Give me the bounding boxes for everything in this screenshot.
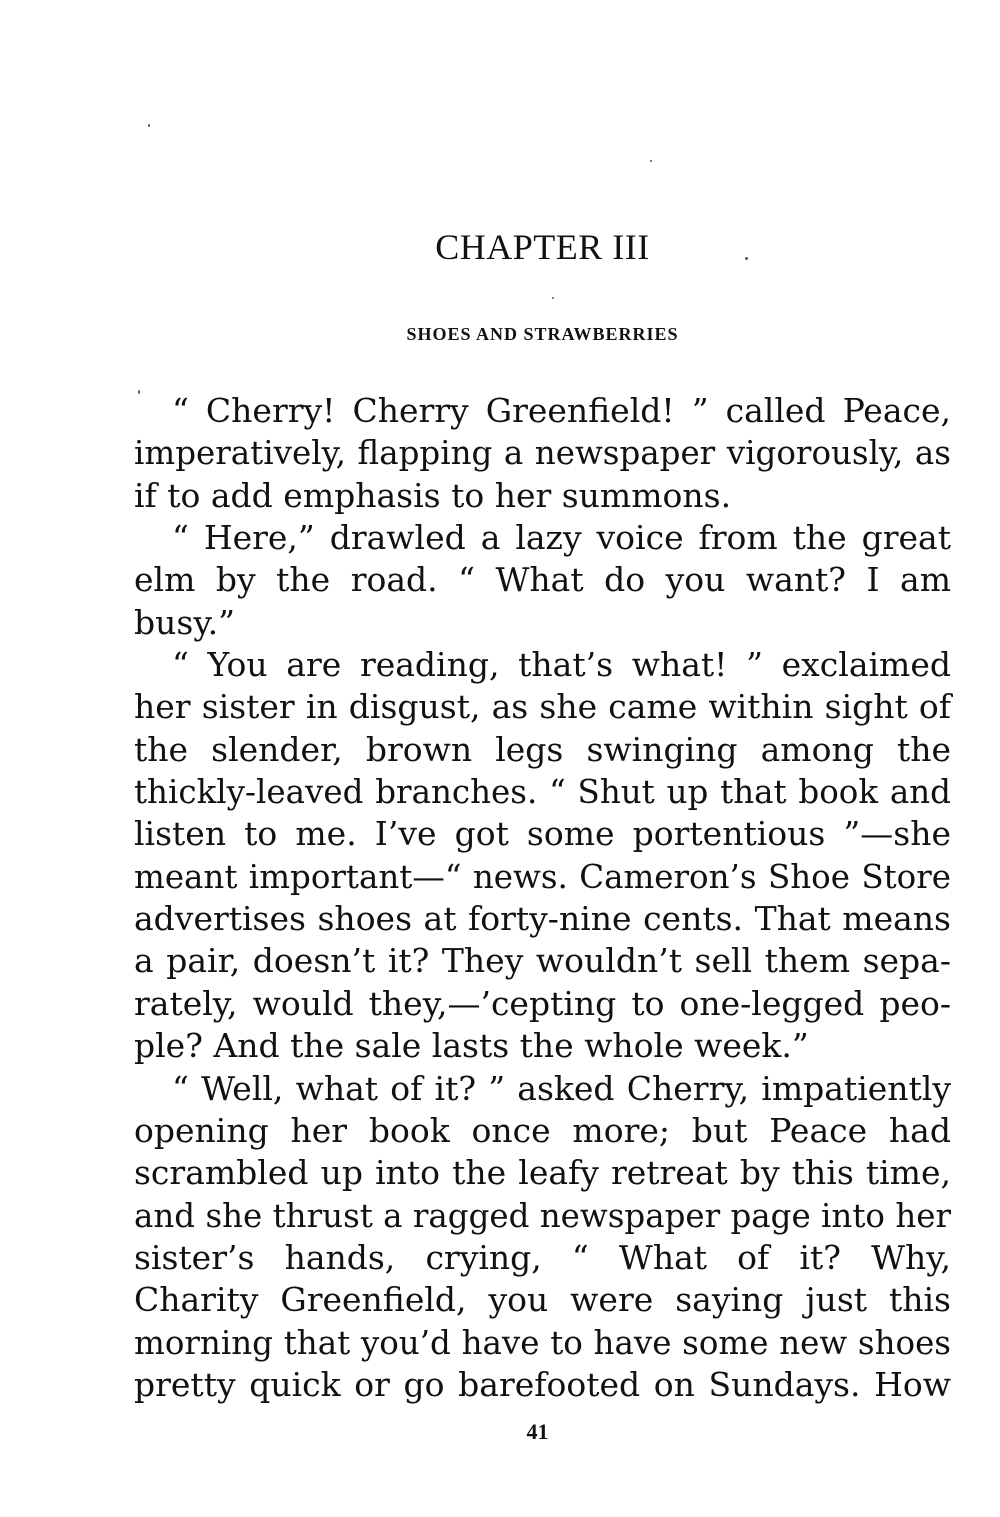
- chapter-title: CHAPTER III: [435, 227, 650, 267]
- ink-speck: [148, 124, 150, 127]
- text-line: a pair, doesn’t it? They wouldn’t sell them sepa-: [134, 941, 951, 981]
- ink-speck: [552, 297, 554, 299]
- text-line: thickly-leaved branches. “ Shut up that book and: [134, 773, 951, 812]
- text-line: “ Cherry! Cherry Greenfield! ” called Peace,: [172, 391, 951, 430]
- text-line: meant important—“ news. Cameron’s Shoe Store: [134, 857, 951, 896]
- text-line: and she thrust a ragged newspaper page into her: [134, 1196, 952, 1235]
- text-line: the slender, brown legs swinging among the: [134, 729, 951, 769]
- text-line: busy.”: [134, 602, 235, 642]
- chapter-subtitle: SHOES AND STRAWBERRIES: [406, 324, 679, 344]
- ink-speck: [650, 160, 652, 162]
- text-line: listen to me. I’ve got some portentious ”—she: [134, 814, 951, 854]
- text-line: ple? And the sale lasts the whole week.”: [134, 1026, 809, 1066]
- text-line: scrambled up into the leafy retreat by this time,: [134, 1153, 951, 1193]
- text-line: sister’s hands, crying, “ What of it? Why,: [134, 1237, 951, 1277]
- text-line: opening her book once more; but Peace had: [134, 1110, 951, 1150]
- text-line: “ Well, what of it? ” asked Cherry, impatiently: [172, 1068, 951, 1108]
- text-line: “ Here,” drawled a lazy voice from the great: [172, 518, 951, 558]
- text-line: advertises shoes at forty-nine cents. That means: [134, 899, 951, 939]
- text-line: elm by the road. “ What do you want? I am: [134, 560, 951, 600]
- text-line: Charity Greenfield, you were saying just this: [134, 1280, 951, 1320]
- text-line: pretty quick or go barefooted on Sundays. How: [134, 1364, 951, 1404]
- text-line: imperatively, flapping a newspaper vigorously, as: [134, 434, 951, 473]
- text-line: “ You are reading, that’s what! ” exclaimed: [172, 645, 951, 685]
- text-line: rately, would they,—’cepting to one-legged peo-: [134, 983, 951, 1023]
- text-line: morning that you’d have to have some new shoes: [134, 1323, 951, 1362]
- page-number: 41: [526, 1419, 549, 1444]
- text-line: if to add emphasis to her summons.: [134, 475, 732, 515]
- body-text: [134, 390, 951, 1406]
- text-line: her sister in disgust, as she came within sight of: [134, 687, 951, 727]
